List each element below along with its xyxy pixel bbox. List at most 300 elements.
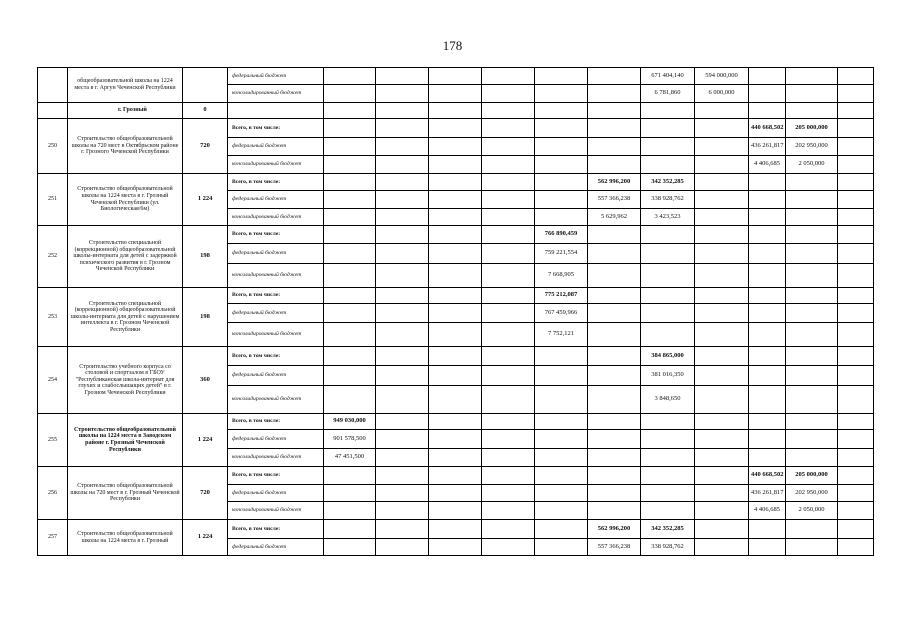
amount-cell: 766 890,459 [535,226,588,244]
amount-cell [482,539,535,556]
funding-source: федеральный бюджет [228,366,324,386]
amount-cell: 338 928,762 [641,191,695,209]
amount-cell [588,68,641,85]
amount-cell [324,68,376,85]
amount-cell [429,103,482,119]
row-number: 257 [38,520,68,556]
amount-cell [324,209,376,226]
amount-cell [588,502,641,520]
capacity: 1 224 [183,174,228,226]
funding-source: Всего, в том числе: [228,119,324,138]
amount-cell [695,539,749,556]
amount-cell [376,191,429,209]
amount-cell [786,264,838,288]
amount-cell [376,347,429,366]
amount-cell [695,244,749,264]
amount-cell: 4 406,685 [749,156,786,174]
empty-cell [838,386,874,414]
amount-cell [786,244,838,264]
amount-cell [786,323,838,347]
amount-cell [429,156,482,174]
amount-cell: 3 848,650 [641,386,695,414]
amount-cell [429,226,482,244]
amount-cell [588,430,641,449]
amount-cell [376,304,429,323]
amount-cell [641,156,695,174]
amount-cell: 205 000,000 [786,119,838,138]
object-name: общеобразовательной школы на 1224 места в г. Аргун Чеченской Республики [68,68,183,103]
amount-cell [695,414,749,430]
funding-source: консолидированный бюджет [228,449,324,467]
amount-cell [695,264,749,288]
amount-cell [376,119,429,138]
table-row [38,520,874,539]
amount-cell: 440 668,502 [749,467,786,485]
amount-cell [786,209,838,226]
amount-cell [749,304,786,323]
amount-cell [641,414,695,430]
amount-cell: 6 000,000 [695,85,749,103]
amount-cell [482,191,535,209]
table-row [38,226,874,244]
amount-cell [695,304,749,323]
amount-cell [324,502,376,520]
funding-source: Всего, в том числе: [228,520,324,539]
amount-cell [482,502,535,520]
amount-cell [749,264,786,288]
amount-cell [749,244,786,264]
amount-cell [695,467,749,485]
amount-cell [641,119,695,138]
amount-cell [535,191,588,209]
amount-cell [324,386,376,414]
capacity: 1 224 [183,520,228,556]
funding-source: Всего, в том числе: [228,414,324,430]
amount-cell [749,449,786,467]
row-number [38,68,68,103]
amount-cell [641,226,695,244]
amount-cell [695,156,749,174]
amount-cell [535,68,588,85]
amount-cell [749,191,786,209]
amount-cell [324,156,376,174]
amount-cell [641,304,695,323]
table-row [38,68,874,85]
empty-cell [838,209,874,226]
amount-cell [482,85,535,103]
amount-cell [324,138,376,156]
amount-cell [429,288,482,304]
amount-cell [324,467,376,485]
amount-cell [324,520,376,539]
amount-cell: 562 996,200 [588,174,641,191]
page-number: 178 [442,38,463,53]
amount-cell [429,191,482,209]
row-number: 251 [38,174,68,226]
amount-cell [695,485,749,502]
amount-cell [376,264,429,288]
amount-cell: 775 212,087 [535,288,588,304]
amount-cell [429,449,482,467]
amount-cell [749,174,786,191]
amount-cell: 767 459,966 [535,304,588,323]
amount-cell: 562 996,200 [588,520,641,539]
budget-table [37,67,874,556]
empty-cell [838,467,874,485]
empty-cell [838,414,874,430]
amount-cell [482,485,535,502]
amount-cell [695,119,749,138]
funding-source: консолидированный бюджет [228,323,324,347]
object-name: Строительство общеобразовательной школы на 720 мест в Октябрьском районе г. Грозного Чеченской Республики [68,119,183,174]
amount-cell [376,502,429,520]
amount-cell [535,467,588,485]
empty-cell [838,539,874,556]
amount-cell [376,288,429,304]
amount-cell [324,485,376,502]
amount-cell [641,485,695,502]
amount-cell: 594 000,000 [695,68,749,85]
amount-cell [588,386,641,414]
table-row [38,414,874,430]
amount-cell: 384 865,000 [641,347,695,366]
capacity: 720 [183,467,228,520]
object-name: Строительство учебного корпуса со столовой и спортзалом в ГБОУ "Республиканская школа-интернат для глухих и слабослышащих детей" в г. Грозном Чеченской Республики [68,347,183,414]
amount-cell [482,430,535,449]
amount-cell [641,430,695,449]
amount-cell [429,366,482,386]
table-row [38,467,874,485]
amount-cell [376,485,429,502]
funding-source: Всего, в том числе: [228,226,324,244]
row-number [38,103,68,119]
table-row [38,119,874,138]
amount-cell [324,119,376,138]
amount-cell [376,449,429,467]
amount-cell [376,85,429,103]
amount-cell [749,68,786,85]
amount-cell [429,502,482,520]
empty-cell [838,323,874,347]
funding-source: федеральный бюджет [228,539,324,556]
amount-cell [695,174,749,191]
amount-cell [429,414,482,430]
object-name: Строительство общеобразовательной школы на 1224 места в г. Грозный Чеченской Республики (ул. Биологическая/6м) [68,174,183,226]
amount-cell [482,449,535,467]
amount-cell [641,288,695,304]
empty-cell [838,156,874,174]
amount-cell [749,539,786,556]
amount-cell [535,502,588,520]
amount-cell [429,304,482,323]
amount-cell [429,467,482,485]
funding-source: консолидированный бюджет [228,386,324,414]
amount-cell [786,304,838,323]
amount-cell [695,103,749,119]
object-name: Строительство специальной (коррекционной) общеобразовательной школы-интерната для детей с нарушением интеллекта в г. Грозном Чеченской Республики [68,288,183,347]
amount-cell: 47 451,500 [324,449,376,467]
amount-cell: 202 950,000 [786,485,838,502]
amount-cell [588,85,641,103]
empty-cell [838,138,874,156]
amount-cell [482,467,535,485]
amount-cell [535,174,588,191]
amount-cell [641,502,695,520]
empty-cell [838,304,874,323]
object-name: Строительство специальной (коррекционной) общеобразовательной школы-интерната для детей с задержкой психического развития в г. Грозном Чеченской Республики [68,226,183,288]
amount-cell: 202 950,000 [786,138,838,156]
empty-cell [838,191,874,209]
funding-source: консолидированный бюджет [228,502,324,520]
amount-cell [482,323,535,347]
amount-cell [324,174,376,191]
amount-cell [588,156,641,174]
amount-cell [749,347,786,366]
amount-cell [429,244,482,264]
amount-cell [376,138,429,156]
amount-cell [535,347,588,366]
amount-cell [786,226,838,244]
amount-cell: 949 030,000 [324,414,376,430]
amount-cell [641,103,695,119]
amount-cell [749,386,786,414]
amount-cell [376,323,429,347]
funding-source: консолидированный бюджет [228,264,324,288]
amount-cell: 2 050,000 [786,156,838,174]
amount-cell [535,485,588,502]
amount-cell [641,449,695,467]
amount-cell [786,539,838,556]
amount-cell [786,347,838,366]
capacity [183,68,228,103]
funding-source: федеральный бюджет [228,304,324,323]
amount-cell [482,68,535,85]
amount-cell [588,485,641,502]
amount-cell [641,264,695,288]
amount-cell [324,264,376,288]
amount-cell: 759 221,554 [535,244,588,264]
empty-cell [838,68,874,85]
amount-cell: 557 366,238 [588,539,641,556]
row-number: 253 [38,288,68,347]
amount-cell [429,264,482,288]
amount-cell [429,174,482,191]
amount-cell [786,366,838,386]
empty-cell [838,449,874,467]
amount-cell [749,288,786,304]
amount-cell [695,347,749,366]
funding-source: федеральный бюджет [228,191,324,209]
amount-cell [695,288,749,304]
amount-cell [429,386,482,414]
amount-cell [429,485,482,502]
funding-source: Всего, в том числе: [228,347,324,366]
amount-cell [376,430,429,449]
amount-cell [588,347,641,366]
empty-cell [838,85,874,103]
amount-cell: 5 629,962 [588,209,641,226]
amount-cell [482,520,535,539]
amount-cell [588,138,641,156]
amount-cell [429,138,482,156]
amount-cell [324,347,376,366]
amount-cell [324,103,376,119]
amount-cell [482,209,535,226]
empty-cell [838,244,874,264]
amount-cell [376,539,429,556]
funding-source [228,103,324,119]
amount-cell [588,304,641,323]
funding-source: Всего, в том числе: [228,174,324,191]
amount-cell: 671 404,140 [641,68,695,85]
empty-cell [838,264,874,288]
empty-cell [838,288,874,304]
amount-cell: 2 050,000 [786,502,838,520]
amount-cell: 3 423,523 [641,209,695,226]
amount-cell [324,539,376,556]
amount-cell [376,520,429,539]
empty-cell [838,119,874,138]
amount-cell [695,366,749,386]
capacity: 198 [183,288,228,347]
amount-cell: 436 261,817 [749,485,786,502]
amount-cell [429,209,482,226]
amount-cell [786,103,838,119]
amount-cell [786,386,838,414]
amount-cell: 338 928,762 [641,539,695,556]
amount-cell [786,68,838,85]
empty-cell [838,174,874,191]
amount-cell [588,244,641,264]
amount-cell [482,347,535,366]
capacity: 720 [183,119,228,174]
amount-cell [786,414,838,430]
amount-cell [429,539,482,556]
amount-cell [786,430,838,449]
amount-cell: 205 000,000 [786,467,838,485]
amount-cell [588,467,641,485]
capacity: 360 [183,347,228,414]
row-number: 255 [38,414,68,467]
amount-cell [749,209,786,226]
row-number: 254 [38,347,68,414]
funding-source: Всего, в том числе: [228,467,324,485]
amount-cell [749,430,786,449]
amount-cell [429,119,482,138]
amount-cell [482,414,535,430]
amount-cell [535,209,588,226]
funding-source: федеральный бюджет [228,244,324,264]
funding-source: консолидированный бюджет [228,85,324,103]
amount-cell: 557 366,238 [588,191,641,209]
amount-cell [376,467,429,485]
empty-cell [838,485,874,502]
amount-cell: 381 016,350 [641,366,695,386]
empty-cell [838,502,874,520]
capacity: 0 [183,103,228,119]
amount-cell [786,191,838,209]
amount-cell [482,119,535,138]
amount-cell [749,323,786,347]
amount-cell [588,119,641,138]
amount-cell [588,366,641,386]
row-number: 250 [38,119,68,174]
capacity: 1 224 [183,414,228,467]
amount-cell [376,226,429,244]
amount-cell [786,85,838,103]
amount-cell [376,68,429,85]
amount-cell [324,366,376,386]
amount-cell [749,103,786,119]
amount-cell [535,119,588,138]
amount-cell [482,288,535,304]
amount-cell [482,386,535,414]
funding-source: федеральный бюджет [228,485,324,502]
table-row [38,174,874,191]
amount-cell [482,174,535,191]
amount-cell [786,288,838,304]
funding-source: федеральный бюджет [228,430,324,449]
row-number: 252 [38,226,68,288]
amount-cell: 7 668,905 [535,264,588,288]
amount-cell [429,68,482,85]
amount-cell [535,539,588,556]
table-row [38,288,874,304]
amount-cell [535,449,588,467]
amount-cell [482,264,535,288]
funding-source: Всего, в том числе: [228,288,324,304]
amount-cell [535,85,588,103]
amount-cell [535,366,588,386]
amount-cell [535,414,588,430]
amount-cell [482,103,535,119]
amount-cell: 7 752,121 [535,323,588,347]
amount-cell [535,103,588,119]
empty-cell [838,347,874,366]
object-name: г. Грозный [68,103,183,119]
amount-cell [588,414,641,430]
amount-cell [376,174,429,191]
amount-cell [482,226,535,244]
amount-cell: 901 578,500 [324,430,376,449]
amount-cell [482,366,535,386]
amount-cell [695,191,749,209]
empty-cell [838,430,874,449]
amount-cell: 440 668,502 [749,119,786,138]
amount-cell [376,103,429,119]
amount-cell [786,449,838,467]
amount-cell [695,502,749,520]
amount-cell [749,226,786,244]
table-row [38,347,874,366]
amount-cell [588,323,641,347]
amount-cell [324,191,376,209]
amount-cell [429,85,482,103]
amount-cell [786,174,838,191]
capacity: 198 [183,226,228,288]
amount-cell [376,156,429,174]
amount-cell [695,209,749,226]
amount-cell [588,264,641,288]
amount-cell: 436 261,817 [749,138,786,156]
empty-cell [838,226,874,244]
amount-cell [324,323,376,347]
empty-cell [838,103,874,119]
object-name: Строительство общеобразовательной школы на 1224 места в г. Грозный [68,520,183,556]
amount-cell [695,138,749,156]
empty-cell [838,366,874,386]
amount-cell [535,156,588,174]
